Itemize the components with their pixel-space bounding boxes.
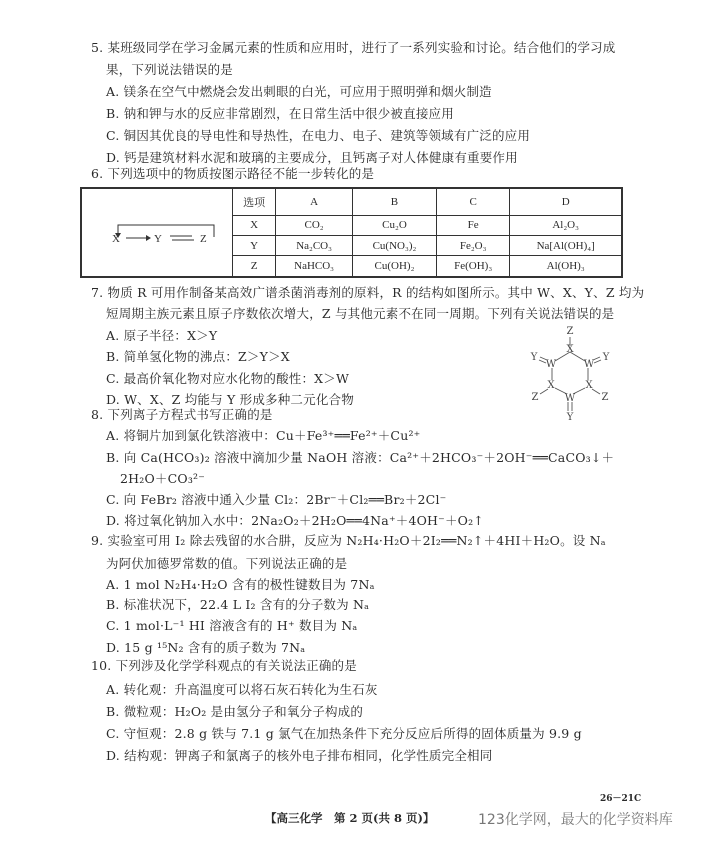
diagram-label-z: Z (200, 233, 207, 245)
cell: NaHCO₃ (276, 256, 353, 277)
atom-label: Z (601, 392, 609, 403)
question-stem: 10. 下列涉及化学学科观点的有关说法正确的是 (91, 658, 357, 673)
conversion-arrow-diagram (82, 189, 232, 273)
question-stem: 9. 实验室可用 I₂ 除去残留的水合肼，反应为 N₂H₄·H₂O＋2I₂══N₂↑＋4HI＋H₂O。设 Nₐ (91, 533, 606, 548)
page-footer: 【高三化学 第 2 页(共 8 页)】 (265, 811, 435, 825)
atom-label: Y (602, 352, 610, 363)
conversion-table (80, 187, 623, 278)
text-line: A. 1 mol N₂H₄·H₂O 含有的极性键数目为 7Nₐ (106, 577, 375, 592)
cell: Al(OH)₃ (510, 256, 622, 277)
watermark: 123化学网，最大的化学资料库 (478, 812, 673, 828)
cell: X (233, 215, 276, 235)
table-header: B (352, 188, 436, 215)
text-line: 果，下列说法错误的是 (106, 62, 234, 77)
text-line: D. 将过氧化钠加入水中：2Na₂O₂＋2H₂O══4Na⁺＋4OH⁻＋O₂↑ (106, 513, 484, 528)
text-line: D. 结构观：钾离子和氯离子的核外电子排布相同，化学性质完全相同 (106, 748, 493, 763)
text-line: 短周期主族元素且原子序数依次增大，Z 与其他元素不在同一周期。下列有关说法错误的是 (106, 306, 615, 321)
text-line: C. 1 mol·L⁻¹ HI 溶液含有的 H⁺ 数目为 Nₐ (106, 618, 358, 633)
text-line: C. 铜因其优良的导电性和导热性，在电力、电子、建筑等领域有广泛的应用 (106, 128, 531, 143)
text-line: B. 向 Ca(HCO₃)₂ 溶液中滴加少量 NaOH 溶液：Ca²⁺＋2HCO₃⁻＋2OH⁻══CaCO₃↓＋ (106, 450, 615, 465)
question-stem: 8. 下列离子方程式书写正确的是 (91, 407, 273, 422)
atom-label: Y (566, 412, 574, 423)
exam-code: 26－21C (600, 794, 642, 804)
text-line: 2H₂O＋CO₃²⁻ (120, 471, 206, 486)
table-header: D (510, 188, 622, 215)
atom-label: Z (531, 392, 539, 403)
text-line: C. 守恒观：2.8 g 铁与 7.1 g 氯气在加热条件下充分反应后所得的固体质量为 9.9 g (106, 726, 582, 741)
atom-label: Z (566, 326, 574, 337)
text-line: A. 将铜片加到氯化铁溶液中：Cu＋Fe³⁺══Fe²⁺＋Cu²⁺ (106, 428, 421, 443)
cell: Y (233, 236, 276, 256)
cell: Na[Al(OH)₄] (510, 236, 622, 256)
table-header: 选项 (233, 188, 276, 215)
atom-label: X (547, 380, 555, 391)
table-header: C (436, 188, 509, 215)
text-line: C. 向 FeBr₂ 溶液中通入少量 Cl₂：2Br⁻＋Cl₂══Br₂＋2Cl⁻ (106, 492, 447, 507)
text-line: D. W、X、Z 均能与 Y 形成多种二元化合物 (106, 392, 354, 407)
text-line: B. 钠和钾与水的反应非常剧烈，在日常生活中很少被直接应用 (106, 106, 454, 121)
atom-label: W (564, 393, 576, 404)
cell: Cu(NO₃)₂ (352, 236, 436, 256)
cell: CO₂ (276, 215, 353, 235)
text-line: B. 微粒观：H₂O₂ 是由氢分子和氧分子构成的 (106, 704, 364, 719)
conversion-diagram (81, 188, 233, 277)
question-stem: 7. 物质 R 可用作制备某高效广谱杀菌消毒剂的原料，R 的结构如图所示。其中 W、X、Y、Z 均为 (91, 285, 645, 300)
text-line: A. 转化观：升高温度可以将石灰石转化为生石灰 (106, 682, 378, 697)
cell: Fe (436, 215, 509, 235)
table-header: A (276, 188, 353, 215)
text-line: A. 原子半径：X＞Y (106, 328, 218, 343)
diagram-label-y: Y (154, 233, 162, 245)
cell: Cu₂O (352, 215, 436, 235)
atom-label: W (583, 359, 595, 370)
text-line: A. 镁条在空气中燃烧会发出刺眼的白光，可应用于照明弹和烟火制造 (106, 84, 492, 99)
cell: Al₂O₃ (510, 215, 622, 235)
cell: Z (233, 256, 276, 277)
atom-label: W (545, 359, 557, 370)
cell: Fe(OH)₃ (436, 256, 509, 277)
text-line: D. 钙是建筑材料水泥和玻璃的主要成分，且钙离子对人体健康有重要作用 (106, 150, 518, 165)
text-line: B. 标准状况下，22.4 L I₂ 含有的分子数为 Nₐ (106, 597, 370, 612)
atom-label: Y (530, 352, 538, 363)
cell: Fe₂O₃ (436, 236, 509, 256)
text-line: B. 简单氢化物的沸点：Z＞Y＞X (106, 349, 290, 364)
question-stem: 5. 某班级同学在学习金属元素的性质和应用时，进行了一系列实验和讨论。结合他们的学习成 (91, 40, 616, 55)
cell: Cu(OH)₂ (352, 256, 436, 277)
atom-label: X (566, 344, 574, 355)
cell: Na₂CO₃ (276, 236, 353, 256)
text-line: D. 15 g ¹⁵N₂ 含有的质子数为 7Nₐ (106, 640, 306, 655)
molecule-structure-r (520, 322, 620, 426)
question-stem: 6. 下列选项中的物质按图示路径不能一步转化的是 (91, 166, 375, 181)
atom-label: X (585, 380, 593, 391)
diagram-label-x: X (112, 233, 120, 245)
text-line: C. 最高价氧化物对应水化物的酸性：X＞W (106, 371, 350, 386)
text-line: 为阿伏加德罗常数的值。下列说法正确的是 (106, 556, 348, 571)
